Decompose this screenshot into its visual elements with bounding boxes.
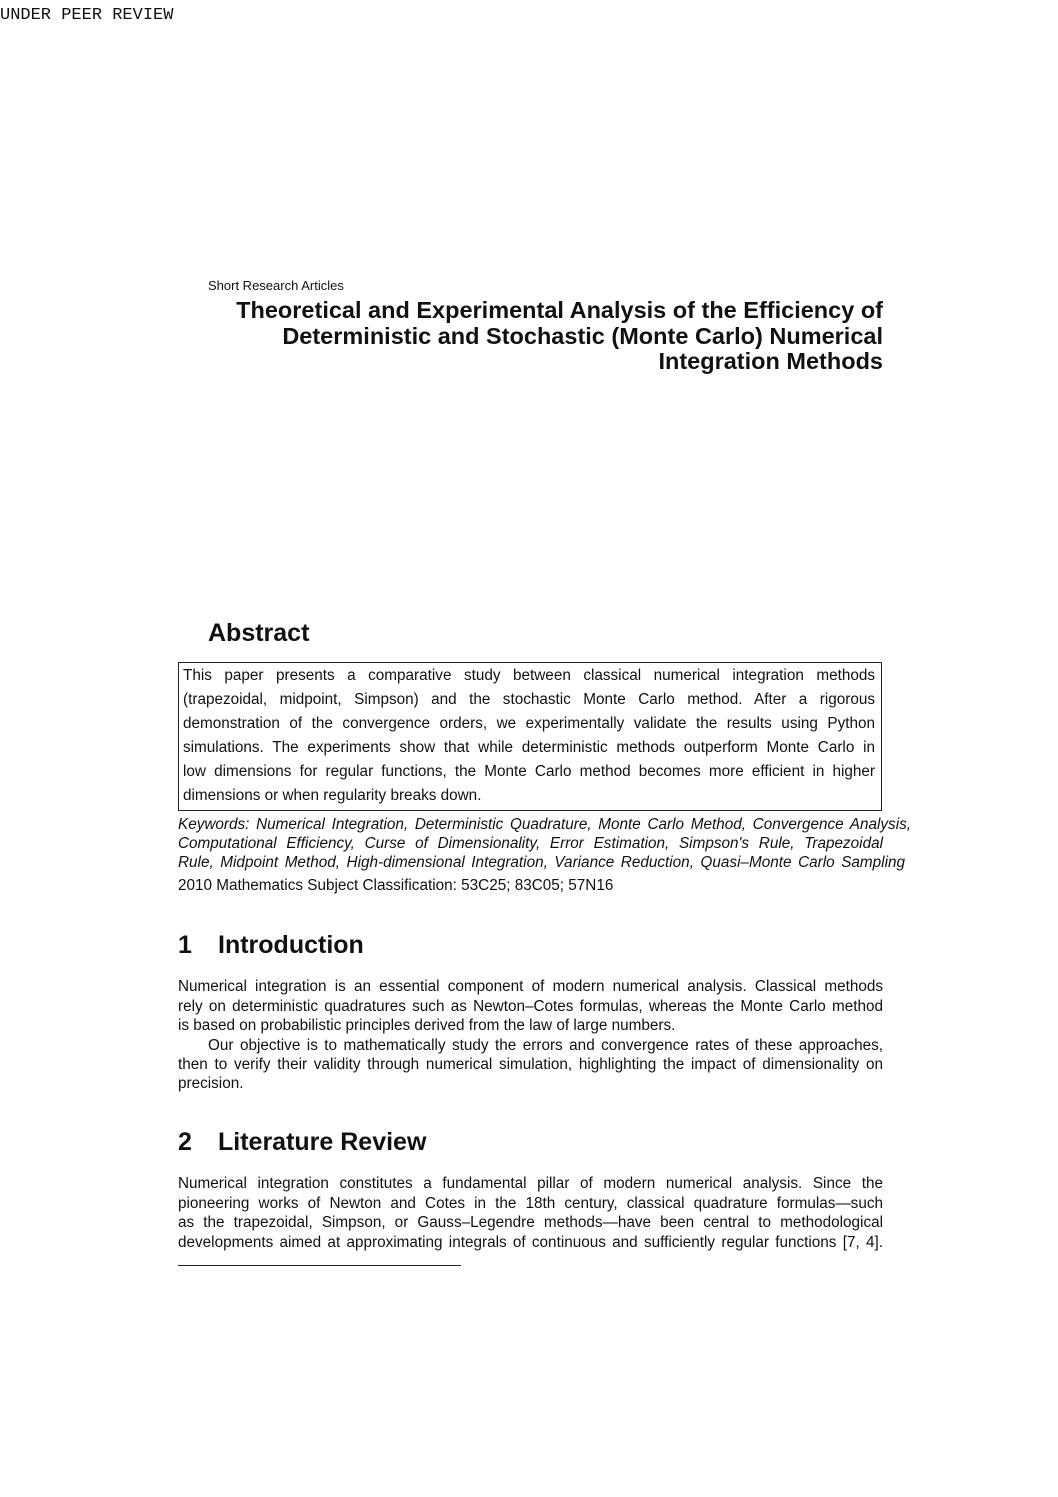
msc-classification: 2010 Mathematics Subject Classification: 53C25; 83C05; 57N16 (178, 877, 614, 894)
body-line: pioneering works of Newton and Cotes in the 18th century, classical quadrature formulas—such (178, 1195, 883, 1212)
footnote-rule (178, 1265, 461, 1266)
title-line: Integration Methods (658, 348, 883, 374)
keywords-line: Rule, Midpoint Method, High-dimensional Integration, Variance Reduction, Quasi–Monte Carlo Sampling (178, 854, 905, 871)
body-line: precision. (178, 1075, 244, 1092)
body-line: Numerical integration constitutes a fundamental pillar of modern numerical analysis. Since the (178, 1175, 883, 1192)
title-line: Theoretical and Experimental Analysis of the Efficiency of (236, 297, 883, 323)
body-line: developments aimed at approximating integrals of continuous and sufficiently regular functions [7, 4]. (178, 1234, 883, 1251)
body-line: then to verify their validity through numerical simulation, highlighting the impact of dimensionality on (178, 1056, 883, 1073)
section-number: 2 (178, 1128, 192, 1156)
section-heading-literature-review: Literature Review (218, 1128, 427, 1156)
article-series: Short Research Articles (208, 278, 344, 293)
body-line: as the trapezoidal, Simpson, or Gauss–Legendre methods—have been central to methodological (178, 1214, 883, 1231)
abstract-line: low dimensions for regular functions, the Monte Carlo method becomes more efficient in higher (183, 763, 875, 780)
abstract-heading: Abstract (208, 619, 310, 647)
abstract-line: (trapezoidal, midpoint, Simpson) and the stochastic Monte Carlo method. After a rigorous (183, 691, 875, 708)
abstract-line: demonstration of the convergence orders, we experimentally validate the results using Python (183, 715, 875, 732)
abstract-line: simulations. The experiments show that while deterministic methods outperform Monte Carlo in (183, 739, 875, 756)
body-line: Our objective is to mathematically study the errors and convergence rates of these approaches, (208, 1037, 883, 1054)
title-line: Deterministic and Stochastic (Monte Carlo) Numerical (282, 323, 883, 349)
keywords-line: Keywords: Numerical Integration, Deterministic Quadrature, Monte Carlo Method, Convergence Analysis, (178, 816, 911, 833)
watermark: UNDER PEER REVIEW (0, 6, 174, 25)
body-line: rely on deterministic quadratures such as Newton–Cotes formulas, whereas the Monte Carlo method (178, 998, 883, 1015)
keywords-line: Computational Efficiency, Curse of Dimensionality, Error Estimation, Simpson's Rule, Trapezoidal (178, 835, 883, 852)
abstract-line: dimensions or when regularity breaks down. (183, 787, 482, 804)
section-heading-introduction: Introduction (218, 931, 364, 959)
abstract-line: This paper presents a comparative study between classical numerical integration methods (183, 667, 875, 684)
body-line: is based on probabilistic principles derived from the law of large numbers. (178, 1017, 676, 1034)
section-number: 1 (178, 931, 192, 959)
body-line: Numerical integration is an essential component of modern numerical analysis. Classical methods (178, 978, 883, 995)
